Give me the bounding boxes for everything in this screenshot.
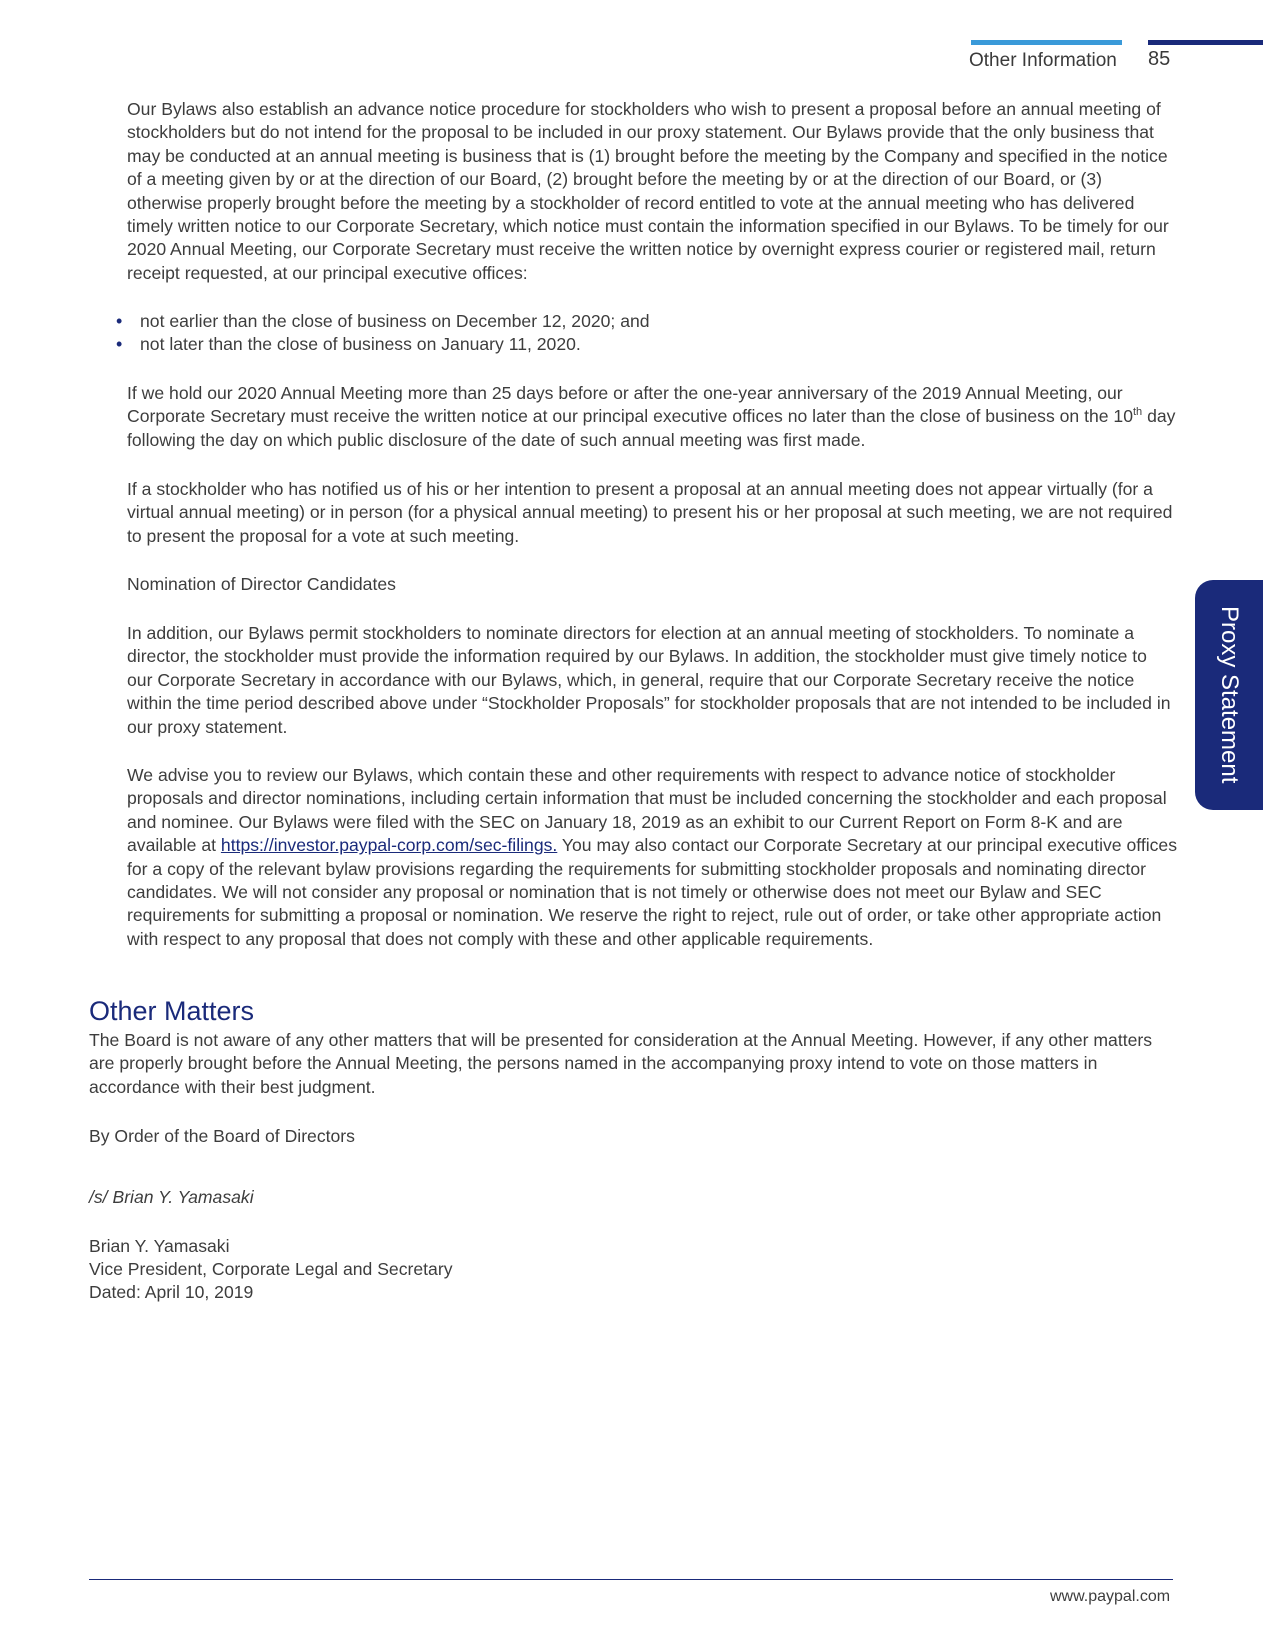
ordinal-suffix: th <box>1133 406 1143 419</box>
section-label: Other Information <box>969 50 1117 71</box>
bylaws-review-text-b: You may also contact our Corporate Secretary at our principal executive offices for a copy of the relevant bylaw provisions regarding the requirements for submitting stockholder proposals and nominating director candidates. We will not consider any proposal or nomination that is not timely or otherwise does not meet our Bylaw and SEC requirements for submitting a proposal or nomination. We reserve the right to reject, rule out of order, or take other appropriate action with respect to any proposal that does not comply with these and other applicable requirements. <box>127 835 1177 949</box>
bylaws-review-paragraph <box>127 764 1177 951</box>
side-tab <box>1195 580 1263 810</box>
bylaws-review-text-a: We advise you to review our Bylaws, which contain these and other requirements with respect to advance notice of stockholder proposals and director nominations, including certain information that must be included concerning the stockholder and each proposal and nominee. Our Bylaws were filed with the SEC on January 18, 2019 as an exhibit to our Current Report on Form 8-K and are available at <box>127 765 1167 856</box>
bullet-icon: • <box>116 334 123 355</box>
footer-url: www.paypal.com <box>1050 1588 1171 1605</box>
footer-rule <box>89 1579 1173 1580</box>
signature: /s/ Brian Y. Yamasaki <box>89 1187 254 1207</box>
signing-date: Dated: April 10, 2019 <box>89 1282 254 1302</box>
list-item-text: not earlier than the close of business on December 12, 2020; and <box>140 311 650 331</box>
meeting-date-text-b: day following the day on which public disclosure of the date of such annual meeting was first made. <box>127 406 1176 450</box>
signer-name: Brian Y. Yamasaki <box>89 1236 230 1256</box>
list-item <box>114 333 650 356</box>
list-item-text: not later than the close of business on January 11, 2020. <box>140 334 581 355</box>
sec-filings-link[interactable]: https://investor.paypal-corp.com/sec-filings. <box>220 835 558 856</box>
deadline-list <box>114 310 650 357</box>
side-tab-label: Proxy Statement <box>1216 606 1243 784</box>
page-number: 85 <box>1148 48 1171 70</box>
bylaws-advance-notice-paragraph: Our Bylaws also establish an advance notice procedure for stockholders who wish to present a proposal before an annual meeting of stockholders but do not intend for the proposal to be included in our proxy statement. Our Bylaws provide that the only business that may be conducted at an annual meeting is business that is (1) brought before the meeting by the Company and specified in the notice of a meeting given by or at the direction of our Board, (2) brought before the meeting by or at the direction of our Board, or (3) otherwise properly brought before the meeting by a stockholder of record entitled to vote at the annual meeting who has delivered timely written notice to our Corporate Secretary, which notice must contain the information specified in our Bylaws. To be timely for our 2020 Annual Meeting, our Corporate Secretary must receive the written notice by overnight express courier or registered mail, return receipt requested, at our principal executive offices: <box>127 99 1169 283</box>
list-item <box>114 310 650 333</box>
header-accent-light <box>971 40 1122 45</box>
other-matters-heading: Other Matters <box>89 996 255 1026</box>
other-matters-paragraph: The Board is not aware of any other matters that will be presented for consideration at the Annual Meeting. However, if any other matters are properly brought before the Annual Meeting, the persons named in the accompanying proxy intend to vote on those matters in accordance with their best judgment. <box>89 1030 1153 1097</box>
meeting-date-text-a: If we hold our 2020 Annual Meeting more than 25 days before or after the one-year anniversary of the 2019 Annual Meeting, our Corporate Secretary must receive the written notice at our principal executive offices no later than the close of business on the 10 <box>127 383 1133 427</box>
order-line: By Order of the Board of Directors <box>89 1126 355 1146</box>
bullet-icon: • <box>116 311 123 331</box>
meeting-date-paragraph <box>127 382 1177 452</box>
nomination-subheading: Nomination of Director Candidates <box>127 574 396 594</box>
nomination-paragraph: In addition, our Bylaws permit stockholders to nominate directors for election at an annual meeting of stockholders. To nominate a director, the stockholder must provide the information required by our Bylaws. In addition, the stockholder must give timely notice to our Corporate Secretary in accordance with our Bylaws, which, in general, require that our Corporate Secretary receive the notice within the time period described above under “Stockholder Proposals” for stockholder proposals that are not intended to be included in our proxy statement. <box>127 623 1171 737</box>
signer-title: Vice President, Corporate Legal and Secretary <box>89 1259 453 1279</box>
stockholder-appearance-paragraph: If a stockholder who has notified us of his or her intention to present a proposal at an annual meeting does not appear virtually (for a virtual annual meeting) or in person (for a physical annual meeting) to present his or her proposal at such meeting, we are not required to present the proposal for a vote at such meeting. <box>127 479 1173 546</box>
header-accent-dark <box>1148 40 1263 45</box>
